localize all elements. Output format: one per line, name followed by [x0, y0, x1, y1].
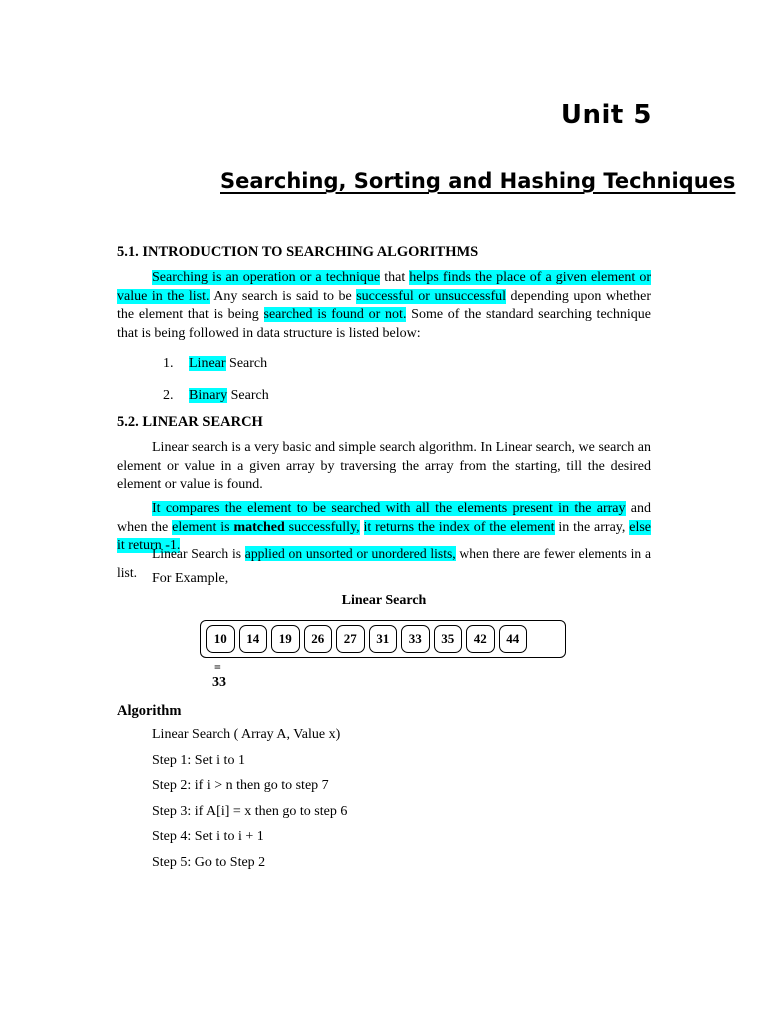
- highlight-part: successfully,: [284, 519, 360, 535]
- body-text: and when the: [117, 501, 651, 535]
- array-cell: 44: [499, 625, 528, 653]
- list-number: 1.: [163, 356, 174, 371]
- array-cell: 33: [401, 625, 430, 653]
- highlight-part: element is: [172, 519, 234, 535]
- highlight-text: applied on unsorted or unordered lists,: [244, 546, 456, 561]
- array-cell: 14: [239, 625, 268, 653]
- array-cell: 35: [434, 625, 463, 653]
- unit-title: Unit 5: [560, 100, 652, 130]
- example-label: For Example,: [152, 571, 229, 586]
- list-label: Search: [227, 388, 269, 403]
- highlight-text: searched is found or not.: [263, 307, 407, 322]
- array-cell: 27: [336, 625, 365, 653]
- body-text: Some of the standard searching technique that is being followed in data structure is listed below:: [117, 307, 651, 341]
- list-item: [163, 388, 269, 404]
- array-cell: 10: [206, 625, 235, 653]
- body-text: in the array,: [554, 519, 630, 535]
- search-value: 33: [212, 675, 226, 690]
- body-text: that: [380, 270, 410, 285]
- algorithm-step: Step 2: if i > n then go to step 7: [152, 778, 329, 793]
- highlight-text: successful or unsuccessful: [356, 288, 507, 304]
- body-text: Linear Search is: [152, 546, 245, 561]
- highlight-text: it returns the index of the element: [363, 519, 555, 535]
- array-figure: [200, 620, 566, 658]
- array-cell: 26: [304, 625, 333, 653]
- body-text: [360, 520, 364, 535]
- list-number: 2.: [163, 388, 174, 403]
- section-heading-intro: 5.1. INTRODUCTION TO SEARCHING ALGORITHMS: [117, 244, 479, 260]
- figure-caption: Linear Search: [341, 593, 427, 608]
- algorithm-step: Linear Search ( Array A, Value x): [152, 727, 341, 742]
- algorithm-step: Step 5: Go to Step 2: [152, 855, 266, 870]
- highlight-text: else it return -1.: [117, 519, 651, 553]
- array-cell: 19: [271, 625, 300, 653]
- array-cell: 42: [466, 625, 495, 653]
- body-text: when there are fewer elements in a list.: [117, 546, 651, 580]
- body-text: depending upon whether the element that is being: [117, 288, 651, 322]
- algorithm-heading: Algorithm: [117, 703, 182, 719]
- algorithm-step: Step 3: if A[i] = x then go to step 6: [152, 804, 348, 819]
- algorithm-step: Step 1: Set i to 1: [152, 753, 245, 768]
- highlight-text: Searching is an operation or a technique: [152, 270, 381, 285]
- array-cell: 31: [369, 625, 398, 653]
- bold-text: matched: [233, 519, 285, 535]
- highlight-text: Binary: [189, 388, 228, 403]
- chapter-title: Searching, Sorting and Hashing Techniques: [220, 169, 736, 193]
- list-label: Search: [225, 356, 268, 371]
- highlight-text: Linear: [189, 356, 226, 371]
- section-heading-linear: 5.2. LINEAR SEARCH: [117, 414, 263, 430]
- body-text: Any search is said to be: [209, 288, 357, 304]
- algorithm-step: Step 4: Set i to i + 1: [152, 829, 264, 844]
- intro-paragraph: [117, 269, 651, 343]
- linear-paragraph-1: Linear search is a very basic and simple search algorithm. In Linear search, we search an element or value in a given array by traversing the array from the starting, till the desired element or value is found.: [117, 440, 651, 492]
- highlight-text: [172, 520, 360, 535]
- list-item: [163, 356, 267, 372]
- highlight-text: helps finds the place of a given element or value in the list.: [117, 270, 651, 304]
- search-equals-sign: =: [214, 660, 221, 674]
- highlight-text: It compares the element to be searched with all the elements present in the array: [152, 501, 626, 516]
